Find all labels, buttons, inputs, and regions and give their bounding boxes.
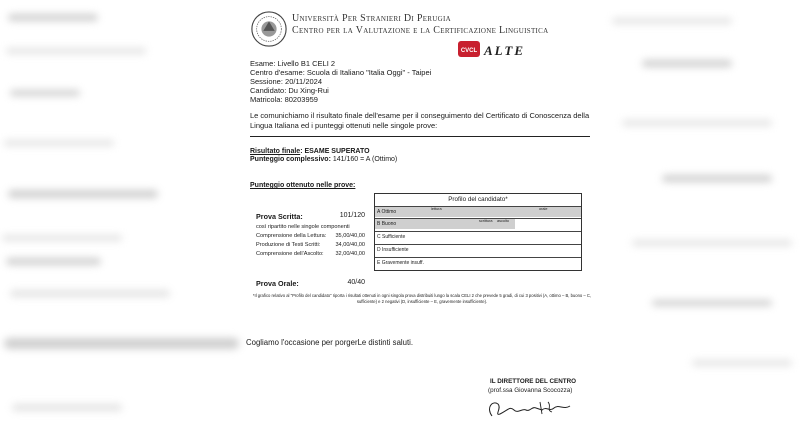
component-value: 32,00/40,00	[335, 251, 365, 257]
overall-score	[250, 156, 397, 163]
blurred-right-region	[602, 0, 810, 427]
profile-row-e	[375, 257, 581, 270]
skill-label: scrittura	[479, 219, 493, 223]
profile-row-c	[375, 231, 581, 242]
profile-row-b	[375, 218, 581, 229]
profile-footnote: *Il grafico relativo al "Profilo del candidato" riporta i risultati ottenuti in ogni singola prova distribuiti lungo la scala CELI 2 che prevede 5 gradi, di cui 3 positivi (A, ottimo – B, buono – C, sufficiente) e 2 negativi (D, insufficiente – E, gravemente insufficiente).	[252, 293, 592, 304]
blurred-left-region	[0, 0, 245, 427]
skill-label: lettura	[431, 207, 442, 211]
overall-score-value: 141/160 = A (Ottimo)	[332, 156, 398, 163]
university-name: Università Per Stranieri Di Perugia	[292, 13, 451, 24]
handwritten-signature-icon	[480, 390, 580, 422]
written-test-label: Prova Scritta:	[256, 212, 303, 221]
component-value: 34,00/40,00	[335, 242, 365, 248]
centre-name: Centro per la Valutazione e la Certificazione Linguistica	[292, 25, 549, 36]
cvcl-logo-icon	[458, 41, 480, 57]
profile-row-label: A Ottimo	[377, 209, 397, 215]
university-seal-icon	[250, 10, 288, 48]
overall-score-label: Punteggio complessivo:	[250, 156, 331, 163]
skill-label: ascolto	[497, 219, 510, 223]
component-value: 35,00/40,00	[335, 233, 365, 239]
director-title: IL DIRETTORE DEL CENTRO	[490, 378, 577, 385]
profile-row-label: E Gravemente insuff.	[377, 260, 424, 266]
profile-row-d	[375, 244, 581, 255]
final-result-label: Risultato finale	[250, 148, 301, 155]
alte-logo: ALTE	[484, 43, 525, 58]
final-result-value: : ESAME SUPERATO	[300, 148, 370, 155]
skill-label: orale	[539, 207, 548, 211]
final-result	[250, 148, 370, 155]
profile-row-label: D Insufficiente	[377, 247, 409, 253]
breakdown-note: così ripartito nelle singole componenti	[256, 224, 350, 230]
oral-test-value: 40/40	[347, 279, 365, 286]
component-label: Produzione di Testi Scritti:	[256, 242, 321, 248]
candidate-profile-table	[374, 193, 582, 271]
candidate-id: Matricola: 80203959	[250, 95, 318, 104]
component-label: Comprensione della Lettura:	[256, 233, 327, 239]
exam-session: Sessione: 20/11/2024	[250, 77, 323, 86]
svg-text:CVCL: CVCL	[460, 48, 478, 54]
divider	[250, 136, 590, 137]
candidate-name: Candidato: Du Xing-Rui	[250, 86, 329, 95]
profile-row-label: B Buono	[377, 221, 397, 227]
exam-centre: Centro d'esame: Scuola di Italiano "Italia Oggi" - Taipei	[250, 68, 432, 77]
component-label: Comprensione dell'Ascolto:	[256, 251, 324, 257]
profile-row-label: C Sufficiente	[377, 234, 406, 240]
profile-bar	[375, 207, 581, 217]
written-test-value: 101/120	[339, 212, 365, 219]
closing-greeting: Cogliamo l'occasione per porgerLe distinti saluti.	[246, 338, 414, 347]
scores-section-title: Punteggio ottenuto nelle prove:	[250, 182, 356, 189]
profile-title: Profilo del candidato*	[448, 196, 508, 203]
profile-row-a	[375, 206, 581, 217]
exam-level: Esame: Livello B1 CELI 2	[250, 59, 336, 68]
director-name: (prof.ssa Giovanna Scocozza)	[488, 387, 573, 394]
oral-test-label: Prova Orale:	[256, 279, 299, 288]
intro-text: Le comunichiamo il risultato finale dell'esame per il conseguimento del Certificato di Conoscenza della Lingua Italiana ed i punteggi ottenuti nelle singole prove:	[250, 111, 590, 130]
